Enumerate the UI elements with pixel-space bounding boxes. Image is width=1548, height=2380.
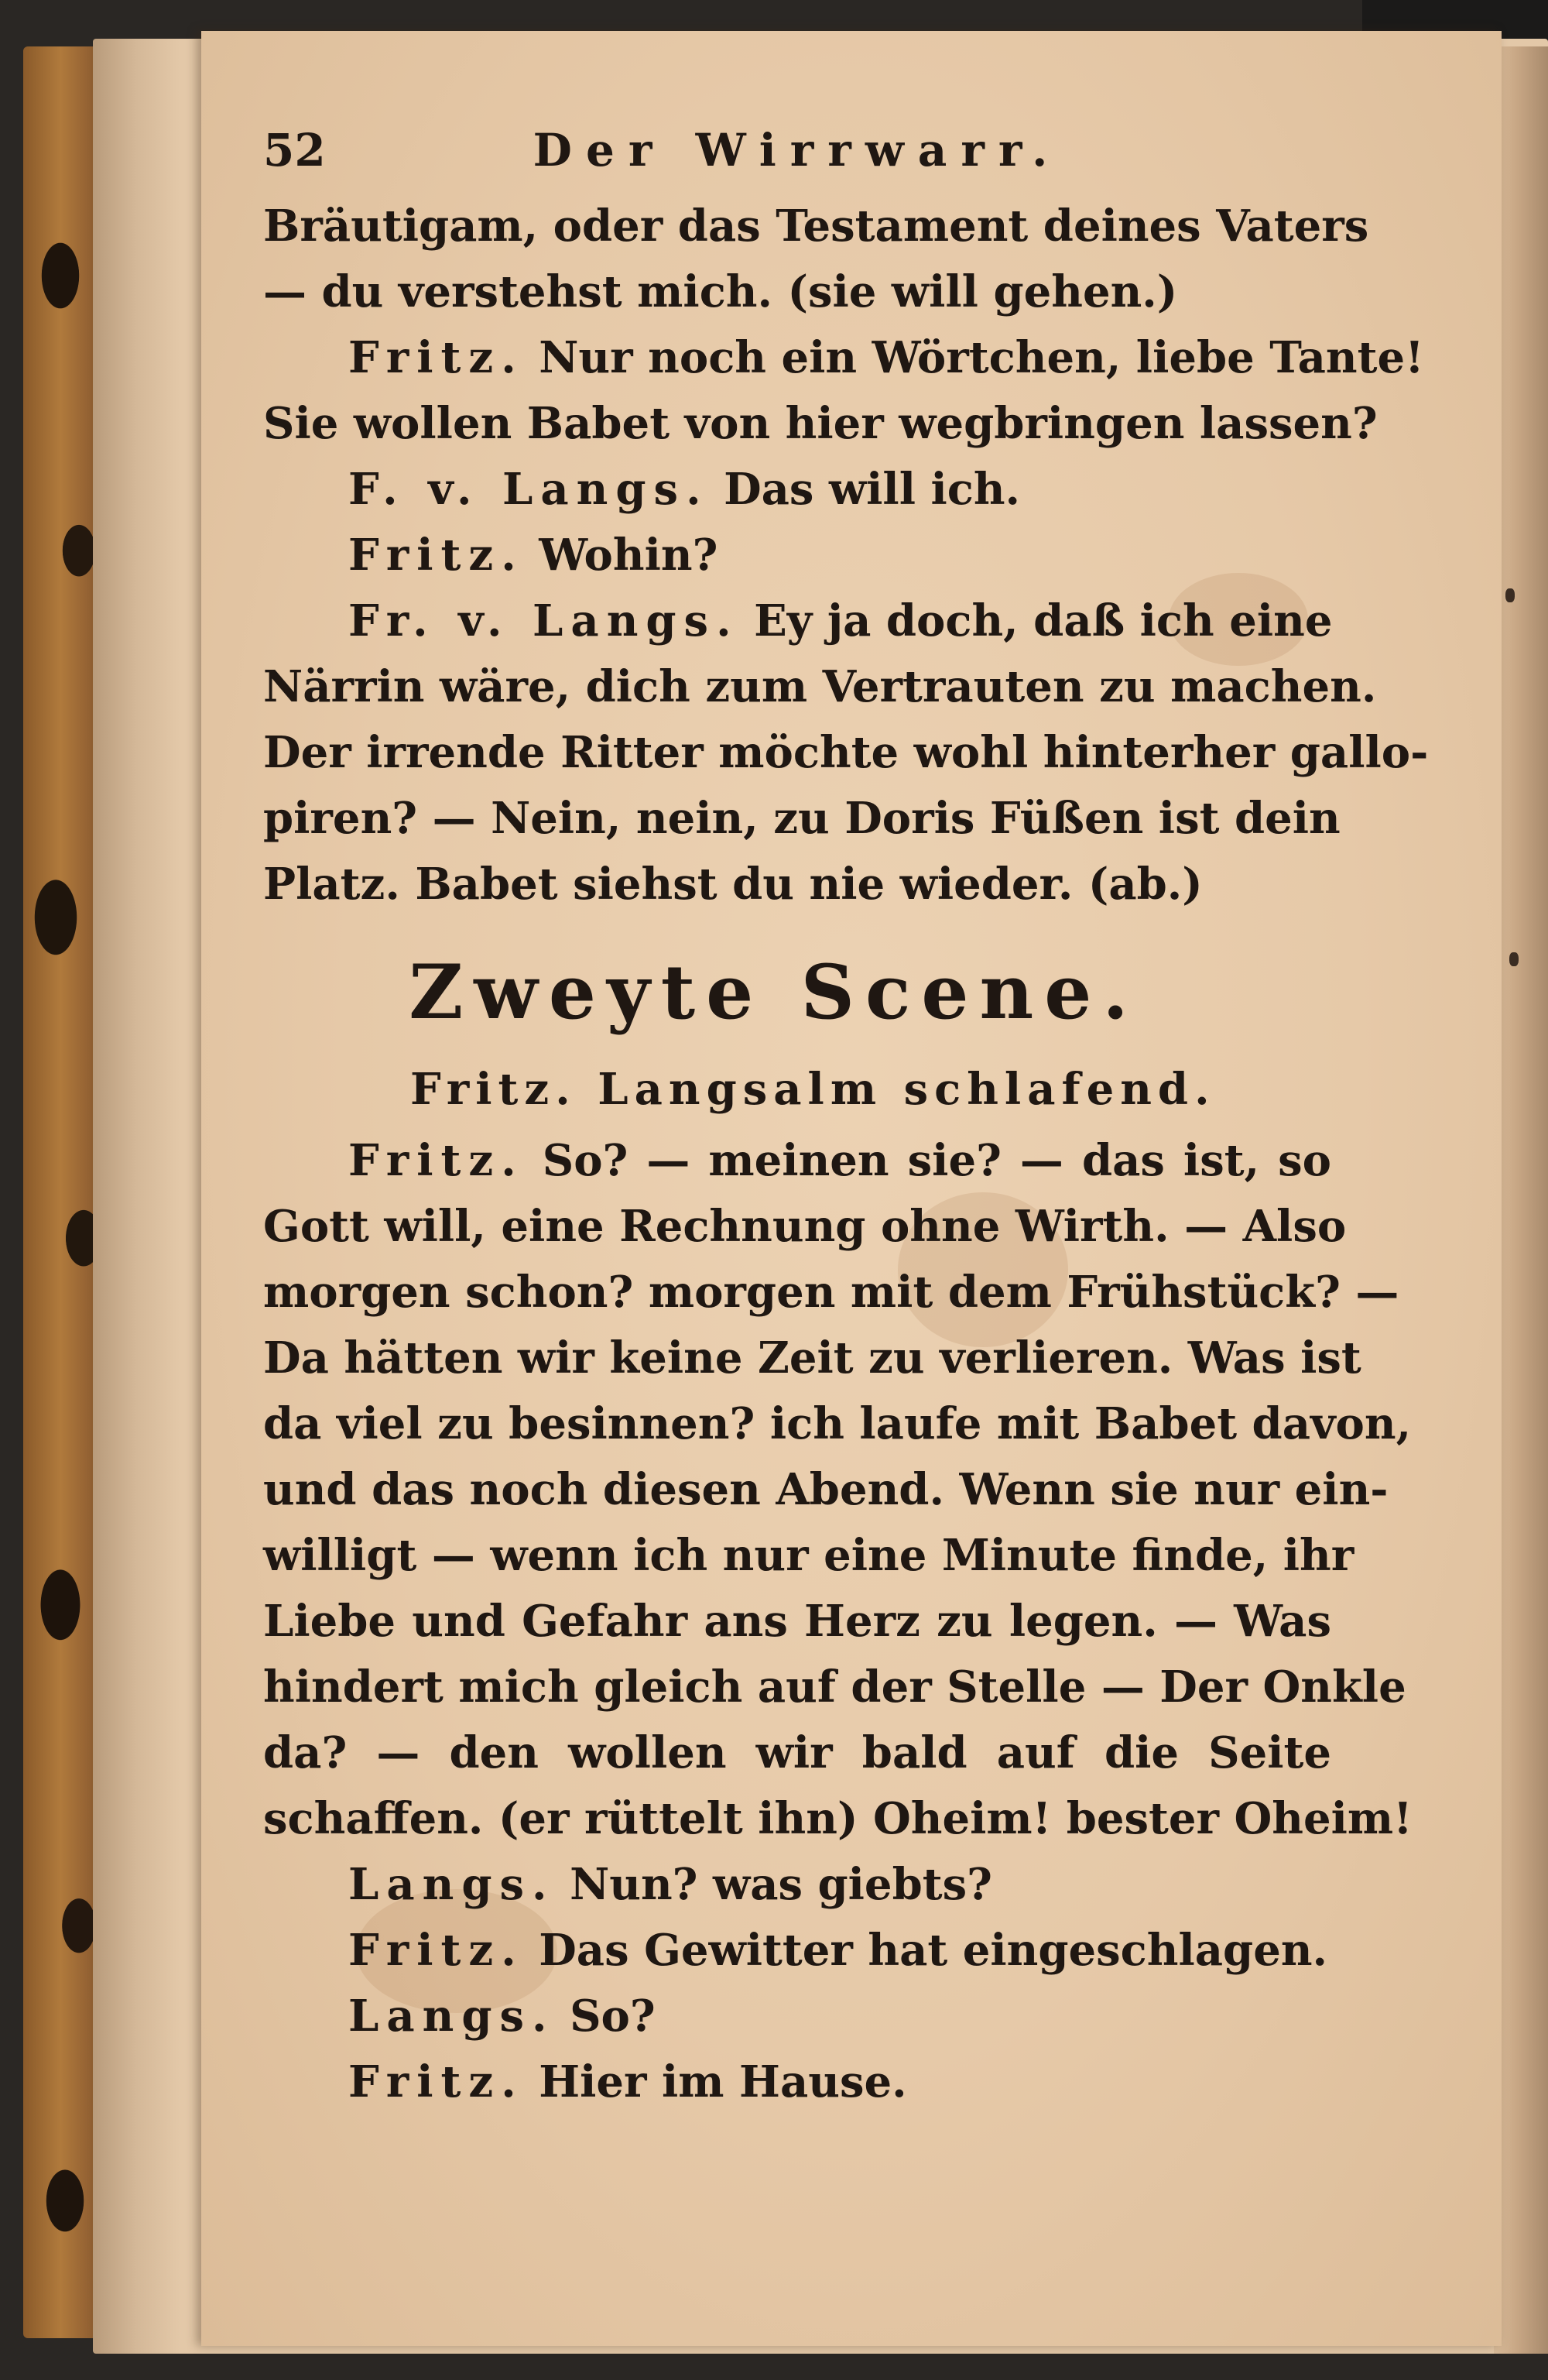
line-text: Da hätten wir keine Zeit zu verlieren. Was ist xyxy=(263,1332,1361,1384)
page-header xyxy=(263,124,1331,194)
text-line xyxy=(263,852,1331,917)
speaker-name: F. v. Langs. xyxy=(348,464,709,515)
speaker-name: Fr. v. Langs. xyxy=(348,595,739,646)
line-text: Liebe und Gefahr ans Herz zu legen. — Was xyxy=(263,1596,1331,1647)
text-line xyxy=(263,259,1331,325)
text-line xyxy=(263,1918,1331,1984)
facing-page-edge xyxy=(1494,46,1548,2354)
text-line xyxy=(263,391,1378,457)
text-line xyxy=(263,1589,1331,1655)
speaker-name: Fritz. xyxy=(348,1135,524,1186)
text-line xyxy=(263,1984,1331,2049)
text-line xyxy=(263,1720,1331,1786)
line-text: So? xyxy=(570,1991,656,2042)
line-text: schaffen. (er rüttelt ihn) Oheim! bester Oheim! xyxy=(263,1793,1413,1844)
line-text: Ey ja doch, daß ich eine xyxy=(754,595,1333,646)
page-text xyxy=(263,124,1429,2115)
line-text: Nur noch ein Wörtchen, liebe Tante! xyxy=(539,332,1424,383)
speaker-name: Fritz. xyxy=(348,2056,524,2107)
line-text: piren? — Nein, nein, zu Doris Füßen ist dein xyxy=(263,793,1341,844)
text-line xyxy=(263,654,1377,720)
line-text: hindert mich gleich auf der Stelle — Der Onkle xyxy=(263,1662,1406,1713)
line-text: und das noch diesen Abend. Wenn sie nur ein- xyxy=(263,1464,1389,1515)
line-text: da viel zu besinnen? ich laufe mit Babet davon, xyxy=(263,1398,1412,1449)
line-text: Sie wollen Babet von hier wegbringen lassen? xyxy=(263,398,1378,449)
line-text: Wohin? xyxy=(539,530,718,581)
text-line xyxy=(263,1786,1413,1852)
text-line xyxy=(263,1325,1361,1391)
line-text: Närrin wäre, dich zum Vertrauten zu machen. xyxy=(263,661,1377,712)
line-text: Platz. Babet siehst du nie wieder. (ab.) xyxy=(263,859,1203,910)
dialogue-after-scene xyxy=(263,1128,1413,2115)
text-line xyxy=(263,720,1429,786)
line-text: morgen schon? morgen mit dem Frühstück? — xyxy=(263,1267,1399,1318)
dialogue-before-scene xyxy=(263,194,1429,917)
text-line xyxy=(263,1523,1354,1589)
speaker-name: Langs. xyxy=(348,1991,555,2042)
text-line xyxy=(263,194,1369,259)
text-line xyxy=(263,325,1424,391)
text-line xyxy=(263,1194,1347,1260)
line-text: Das Gewitter hat eingeschlagen. xyxy=(539,1925,1328,1976)
running-title: Der Wirrwarr. xyxy=(533,124,1062,177)
line-text: — du verstehst mich. (sie will gehen.) xyxy=(263,266,1178,317)
text-line xyxy=(263,786,1341,852)
line-text: Das will ich. xyxy=(724,464,1021,515)
speaker-name: Fritz. xyxy=(348,332,524,383)
text-line xyxy=(263,523,1331,588)
line-text: Bräutigam, oder das Testament deines Vaters xyxy=(263,201,1369,252)
text-line xyxy=(263,1457,1389,1523)
text-line xyxy=(263,2049,1331,2115)
text-line xyxy=(263,1852,1331,1918)
speaker-name: Fritz. xyxy=(348,530,524,581)
text-line xyxy=(263,1260,1399,1325)
paper-speck xyxy=(1509,952,1519,966)
line-text: Der irrende Ritter möchte wohl hinterher gallo- xyxy=(263,727,1429,778)
speaker-name: Fritz. xyxy=(348,1925,524,1976)
line-text: Gott will, eine Rechnung ohne Wirth. — Also xyxy=(263,1201,1347,1252)
line-text: Nun? was giebts? xyxy=(570,1859,992,1910)
speaker-name: Langs. xyxy=(348,1859,555,1910)
text-line xyxy=(263,1655,1406,1720)
text-line xyxy=(263,1128,1331,1194)
line-text: So? — meinen sie? — das ist, so xyxy=(542,1135,1332,1186)
page-number: 52 xyxy=(263,124,326,177)
text-line xyxy=(263,1391,1412,1457)
text-line xyxy=(263,457,1331,523)
text-line xyxy=(263,588,1331,654)
line-text: willigt — wenn ich nur eine Minute finde, ihr xyxy=(263,1530,1354,1581)
line-text: da? — den wollen wir bald auf die Seite xyxy=(263,1727,1331,1778)
paper-speck xyxy=(1505,588,1515,602)
scene-heading: Zweyte Scene. xyxy=(409,948,1139,1036)
scene-cast-line: Fritz. Langsalm schlafend. xyxy=(410,1064,1216,1115)
line-text: Hier im Hause. xyxy=(539,2056,907,2107)
